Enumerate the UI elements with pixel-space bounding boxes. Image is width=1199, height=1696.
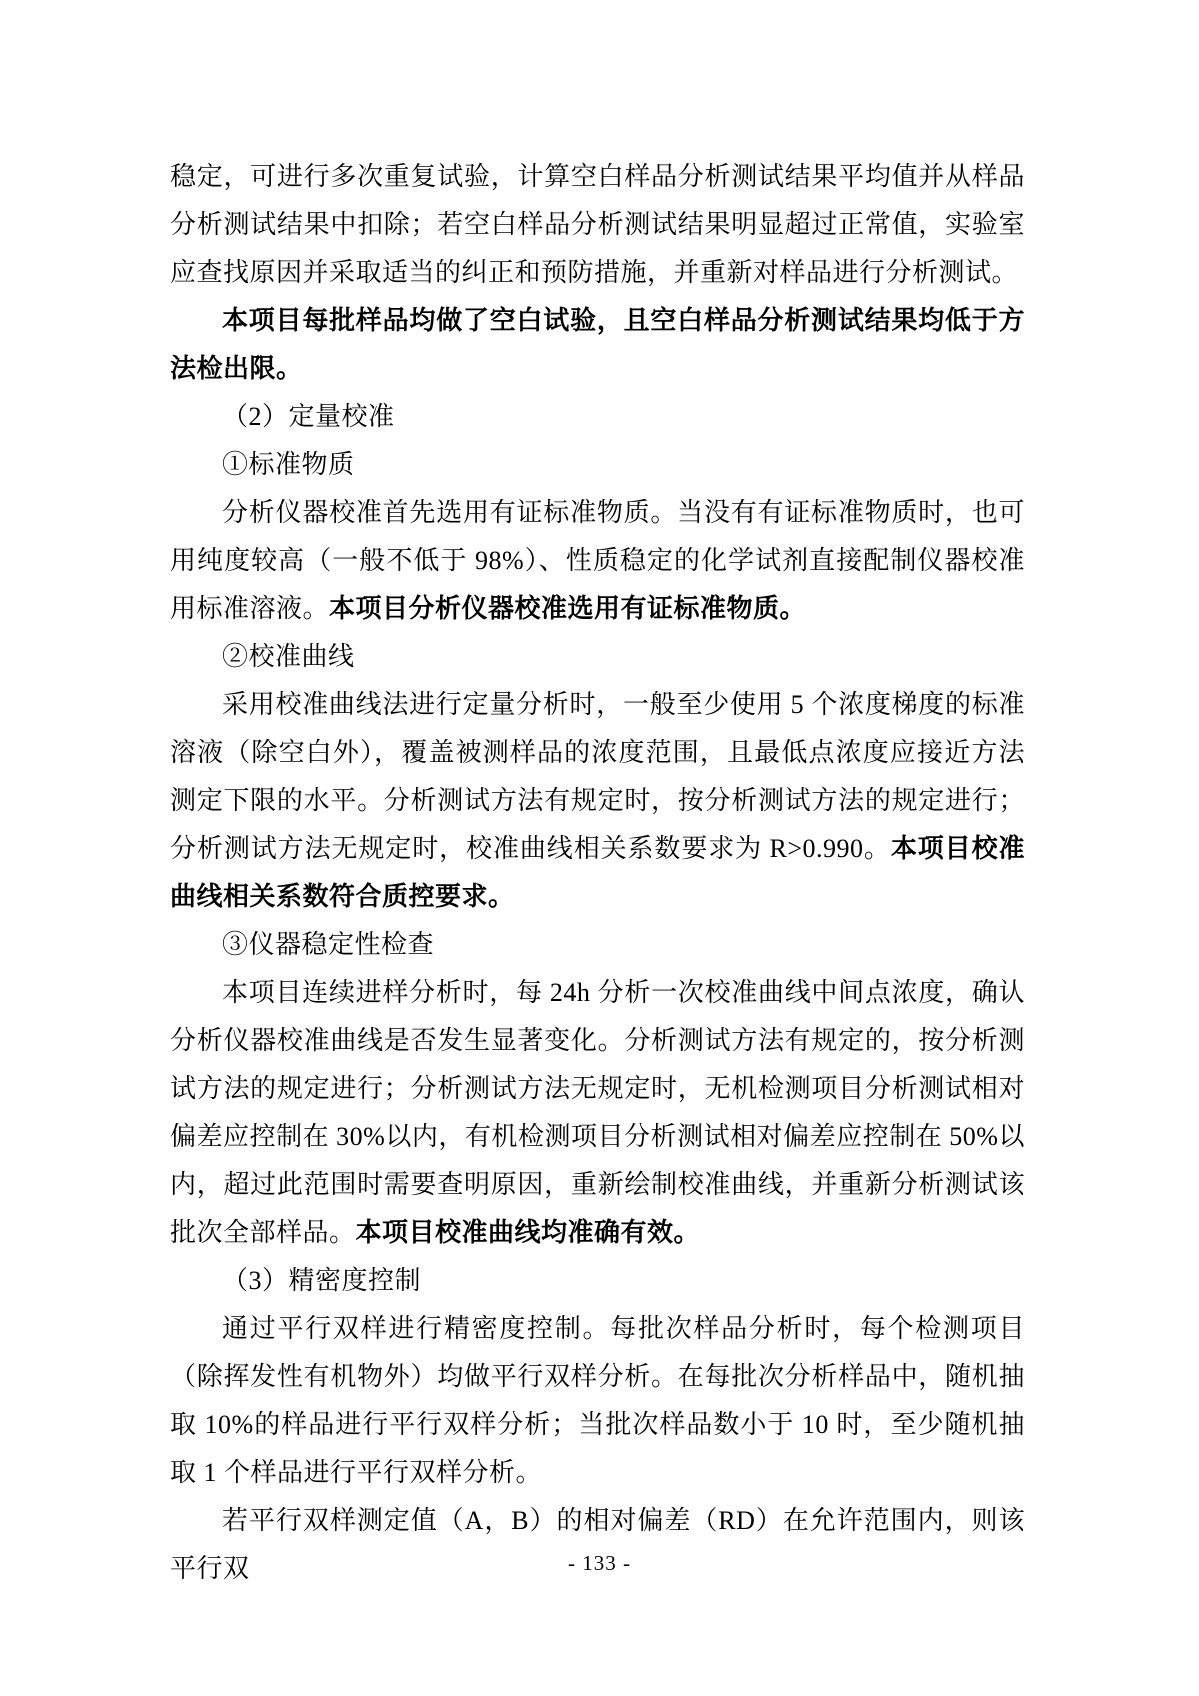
text-run-bold: 本项目分析仪器校准选用有证标准物质。 <box>329 594 807 623</box>
heading-quantitative-calibration <box>170 393 1025 441</box>
text-run: 分析仪器校准首先选用有证标准物质。当没有有证标准物质时，也可用纯度较高（一般不低于 98%）、性质稳定的化学试剂直接配制仪器校准用标准溶液。 <box>170 498 1025 623</box>
text-run-bold: 本项目校准曲线相关系数符合质控要求。 <box>170 834 1025 911</box>
text-run: 通过平行双样进行精密度控制。每批次样品分析时，每个检测项目（除挥发性有机物外）均做平行双样分析。在每批次分析样品中，随机抽取 10%的样品进行平行双样分析；当批次样品数小于 10 时，至少随机抽取 1 个样品进行平行双样分析。 <box>170 1314 1025 1487</box>
text-run: 本项目连续进样分析时，每 24h 分析一次校准曲线中间点浓度，确认分析仪器校准曲线是否发生显著变化。分析测试方法有规定的，按分析测试方法的规定进行；分析测试方法无规定时，无机检测项目分析测试相对偏差应控制在 30%以内，有机检测项目分析测试相对偏差应控制在 50%以内，超过此范围时需要查明原因，重新绘制校准曲线，并重新分析测试该批次全部样品。 <box>170 978 1025 1247</box>
text-run: ①标准物质 <box>222 450 355 479</box>
heading-instrument-stability-check <box>170 921 1025 969</box>
text-run: （3）精密度控制 <box>222 1266 422 1295</box>
document-content <box>170 153 1025 1593</box>
text-run: ②校准曲线 <box>222 642 355 671</box>
paragraph-precision-control <box>170 1305 1025 1497</box>
text-run: 采用校准曲线法进行定量分析时，一般至少使用 5 个浓度梯度的标准溶液（除空白外），覆盖被测样品的浓度范围，且最低点浓度应接近方法测定下限的水平。分析测试方法有规定时，按分析测试方法的规定进行；分析测试方法无规定时，校准曲线相关系数要求为 R>0.990。 <box>170 690 1025 863</box>
heading-standard-substance <box>170 441 1025 489</box>
text-run: （2）定量校准 <box>222 402 395 431</box>
paragraph-calibration-curve <box>170 681 1025 921</box>
text-run: 若平行双样测定值（A，B）的相对偏差（RD）在允许范围内，则该平行双 <box>170 1506 1025 1583</box>
text-run-bold: 本项目每批样品均做了空白试验，且空白样品分析测试结果均低于方法检出限。 <box>170 306 1025 383</box>
heading-precision-control <box>170 1257 1025 1305</box>
paragraph-blank-test-conclusion <box>170 297 1025 393</box>
text-run-bold: 本项目校准曲线均准确有效。 <box>355 1218 701 1247</box>
paragraph-duplicate-sample <box>170 1497 1025 1593</box>
page-number: - 133 - <box>568 1551 631 1575</box>
paragraph-standard-substance <box>170 489 1025 633</box>
paragraph-blank-test-continuation <box>170 153 1025 297</box>
heading-calibration-curve <box>170 633 1025 681</box>
text-run: 稳定，可进行多次重复试验，计算空白样品分析测试结果平均值并从样品分析测试结果中扣除；若空白样品分析测试结果明显超过正常值，实验室应查找原因并采取适当的纠正和预防措施，并重新对样品进行分析测试。 <box>170 162 1025 287</box>
text-run: ③仪器稳定性检查 <box>222 930 435 959</box>
paragraph-instrument-stability <box>170 969 1025 1257</box>
